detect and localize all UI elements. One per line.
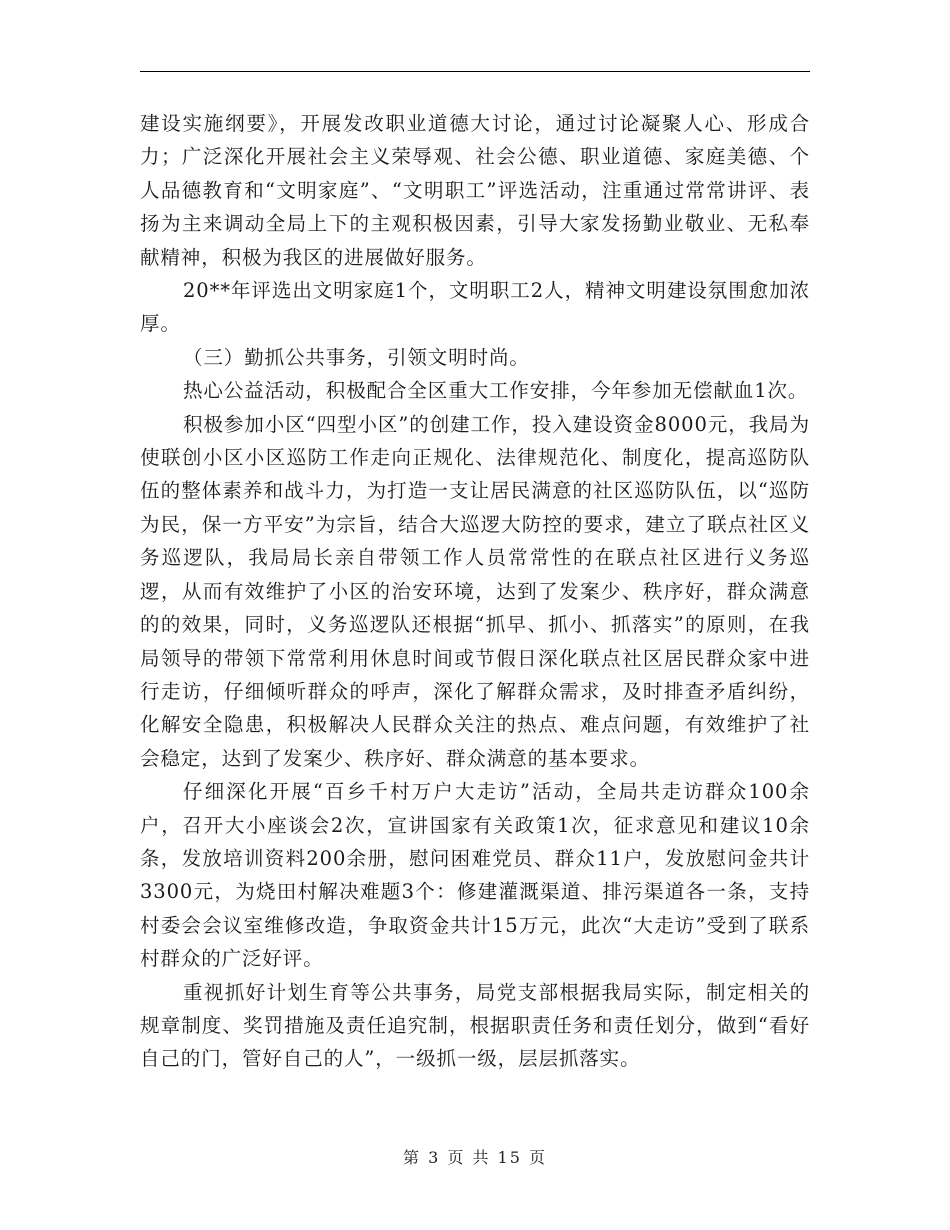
document-body <box>140 107 810 1076</box>
paragraph-civilized-family: 20**年评选出文明家庭1个，文明职工2人，精神文明建设氛围愈加浓厚。 <box>140 279 810 336</box>
page-number-footer: 第 3 页 共 15 页 <box>403 1148 547 1167</box>
paragraph-village-visits: 仔细深化开展“百乡千村万户大走访”活动，全局共走访群众100余户，召开大小座谈会2次，宣讲国家有关政策1次，征求意见和建议10余条，发放培训资料200余册，慰问困难党员、群众11户，发放慰问金共计3300元，为烧田村解决难题3个：修建灌溉渠道、排污渠道各一条，支持村委会会议室维修改造，争取资金共计15万元，此次“大走访”受到了联系村群众的广泛好评。 <box>140 780 810 971</box>
header-rule <box>140 71 810 72</box>
paragraph-community-patrol: 积极参加小区“四型小区”的创建工作，投入建设资金8000元，我局为使联创小区小区巡防工作走向正规化、法律规范化、制度化，提高巡防队伍的整体素养和战斗力，为打造一支让居民满意的社区巡防队伍，以“巡防为民，保一方平安”为宗旨，结合大巡逻大防控的要求，建立了联点社区义务巡逻队，我局局长亲自带领工作人员常常性的在联点社区进行义务巡逻，从而有效维护了小区的治安环境，达到了发案少、秩序好，群众满意的的效果，同时，义务巡逻队还根据“抓早、抓小、抓落实”的原则，在我局领导的带领下常常利用休息时间或节假日深化联点社区居民群众家中进行走访，仔细倾听群众的呼声，深化了解群众需求，及时排查矛盾纠纷，化解安全隐患，积极解决人民群众关注的热点、难点问题，有效维护了社会稳定，达到了发案少、秩序好、群众满意的基本要求。 <box>140 412 810 770</box>
paragraph-public-welfare: 热心公益活动，积极配合全区重大工作安排，今年参加无偿献血1次。 <box>183 379 809 403</box>
paragraph-family-planning: 重视抓好计划生育等公共事务，局党支部根据我局实际，制定相关的规章制度、奖罚措施及责任追究制，根据职责任务和责任划分，做到“看好自己的门，管好自己的人”，一级抓一级，层层抓落实。 <box>140 980 810 1071</box>
paragraph-continuation: 建设实施纲要》，开展发改职业道德大讨论，通过讨论凝聚人心、形成合力；广泛深化开展社会主义荣辱观、社会公德、职业道德、家庭美德、个人品德教育和“文明家庭”、“文明职工”评选活动，注重通过常常讲评、表扬为主来调动全局上下的主观积极因素，引导大家发扬勤业敬业、无私奉献精神，积极为我区的进展做好服务。 <box>140 112 810 269</box>
section-heading-public-affairs: （三）勤抓公共事务，引领文明时尚。 <box>183 345 530 369</box>
